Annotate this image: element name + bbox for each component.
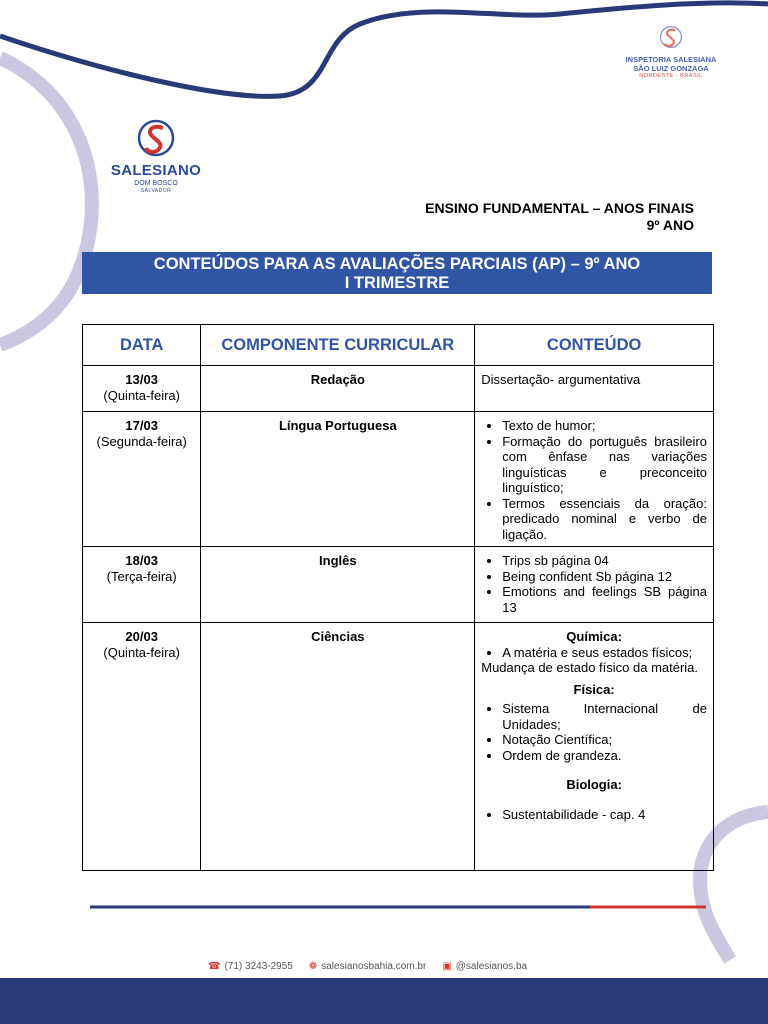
list-item: • Sustentabilidade - cap. 4 xyxy=(502,807,707,823)
title-banner xyxy=(82,252,712,294)
content-cell xyxy=(475,623,714,871)
table-row xyxy=(83,412,714,547)
table-row xyxy=(83,547,714,623)
content-cell xyxy=(475,547,714,623)
website-link[interactable] xyxy=(309,961,426,972)
list-item: • A matéria e seus estados físicos; xyxy=(502,645,707,661)
table-row xyxy=(83,623,714,871)
list-item: • Trips sb página 04 xyxy=(502,553,707,569)
inspetoria-line3: NORDESTE - BRASIL xyxy=(639,73,703,79)
phone-number: (71) 3243-2955 xyxy=(224,961,293,972)
website-text[interactable]: salesianosbahia.com.br xyxy=(321,961,427,972)
list-item: • Being confident Sb página 12 xyxy=(502,569,707,585)
biologia-list xyxy=(481,807,707,823)
instagram-icon: ▣ xyxy=(442,961,452,972)
logo-subtitle: DOM BOSCO xyxy=(134,180,178,187)
weekday: (Terça-feira) xyxy=(106,568,177,584)
list-item: • Notação Científica; xyxy=(502,732,707,748)
bottom-bar xyxy=(0,978,768,1024)
inspetoria-line1: INSPETORIA SALESIANA xyxy=(625,55,717,64)
footer-contacts xyxy=(208,961,527,972)
list-item: • Sistema Internacional de Unidades; xyxy=(502,701,707,732)
date: 13/03 xyxy=(125,372,158,387)
inspetoria-line2: SÃO LUIZ GONZAGA xyxy=(633,64,709,73)
phone-contact xyxy=(208,961,293,972)
subject-cell: Inglês xyxy=(201,547,475,623)
quimica-title: Química: xyxy=(566,629,622,644)
subject-cell: Redação xyxy=(201,366,475,412)
date: 18/03 xyxy=(125,553,158,568)
social-handle[interactable]: @salesianos.ba xyxy=(455,961,528,972)
banner-subtitle: I TRIMESTRE xyxy=(344,274,450,292)
date-cell xyxy=(83,366,201,412)
weekday: (Quinta-feira) xyxy=(103,644,180,660)
subject-cell: Ciências xyxy=(201,623,475,871)
content-cell xyxy=(475,366,714,412)
table-row xyxy=(83,366,714,412)
globe-icon: ❁ xyxy=(308,961,318,972)
document-header xyxy=(425,200,694,234)
list-item: • Termos essenciais da oração: predicado nominal e verbo de ligação. xyxy=(502,496,707,543)
content-list xyxy=(481,418,707,542)
header-grade: 9º ANO xyxy=(646,217,694,233)
phone-icon: ☎ xyxy=(208,961,221,972)
header-level: ENSINO FUNDAMENTAL – ANOS FINAIS xyxy=(425,200,694,216)
left-arc-decoration xyxy=(0,58,92,345)
list-item: • Emotions and feelings SB página 13 xyxy=(502,584,707,615)
weekday: (Quinta-feira) xyxy=(103,387,180,403)
quimica-paragraph: Mudança de estado físico da matéria. xyxy=(481,660,699,675)
banner-title: CONTEÚDOS PARA AS AVALIAÇÕES PARCIAIS (AP) – 9º ANO xyxy=(153,255,641,273)
inspetoria-logo xyxy=(616,24,726,80)
header-subject: COMPONENTE CURRICULAR xyxy=(201,325,475,366)
list-item: • Formação do português brasileiro com ênfase nas variações linguísticas e preconceito linguístico; xyxy=(502,434,707,496)
salesiano-logo xyxy=(110,118,202,195)
date: 20/03 xyxy=(125,629,158,644)
footer-divider xyxy=(90,904,706,910)
fisica-list xyxy=(481,701,707,763)
logo-name: SALESIANO xyxy=(110,162,202,179)
list-item: • Texto de humor; xyxy=(502,418,707,434)
schedule-table xyxy=(82,324,714,871)
table-header-row xyxy=(83,325,714,366)
social-link[interactable] xyxy=(442,961,527,972)
header-content: CONTEÚDO xyxy=(475,325,714,366)
date-cell xyxy=(83,623,201,871)
weekday: (Segunda-feira) xyxy=(96,433,187,449)
header-date: DATA xyxy=(83,325,201,366)
content-text: Dissertação- argumentativa xyxy=(481,372,641,387)
fisica-title: Física: xyxy=(573,681,615,697)
list-item: • Ordem de grandeza. xyxy=(502,748,707,764)
salesiano-swirl-icon xyxy=(136,118,176,158)
biologia-title: Biologia: xyxy=(566,777,622,792)
inspetoria-swirl-icon xyxy=(658,24,684,50)
date-cell xyxy=(83,547,201,623)
content-list xyxy=(481,553,707,615)
logo-city: SALVADOR xyxy=(140,188,172,194)
quimica-list xyxy=(481,645,707,661)
content-cell xyxy=(475,412,714,547)
date: 17/03 xyxy=(125,418,158,433)
subject-cell: Língua Portuguesa xyxy=(201,412,475,547)
date-cell xyxy=(83,412,201,547)
